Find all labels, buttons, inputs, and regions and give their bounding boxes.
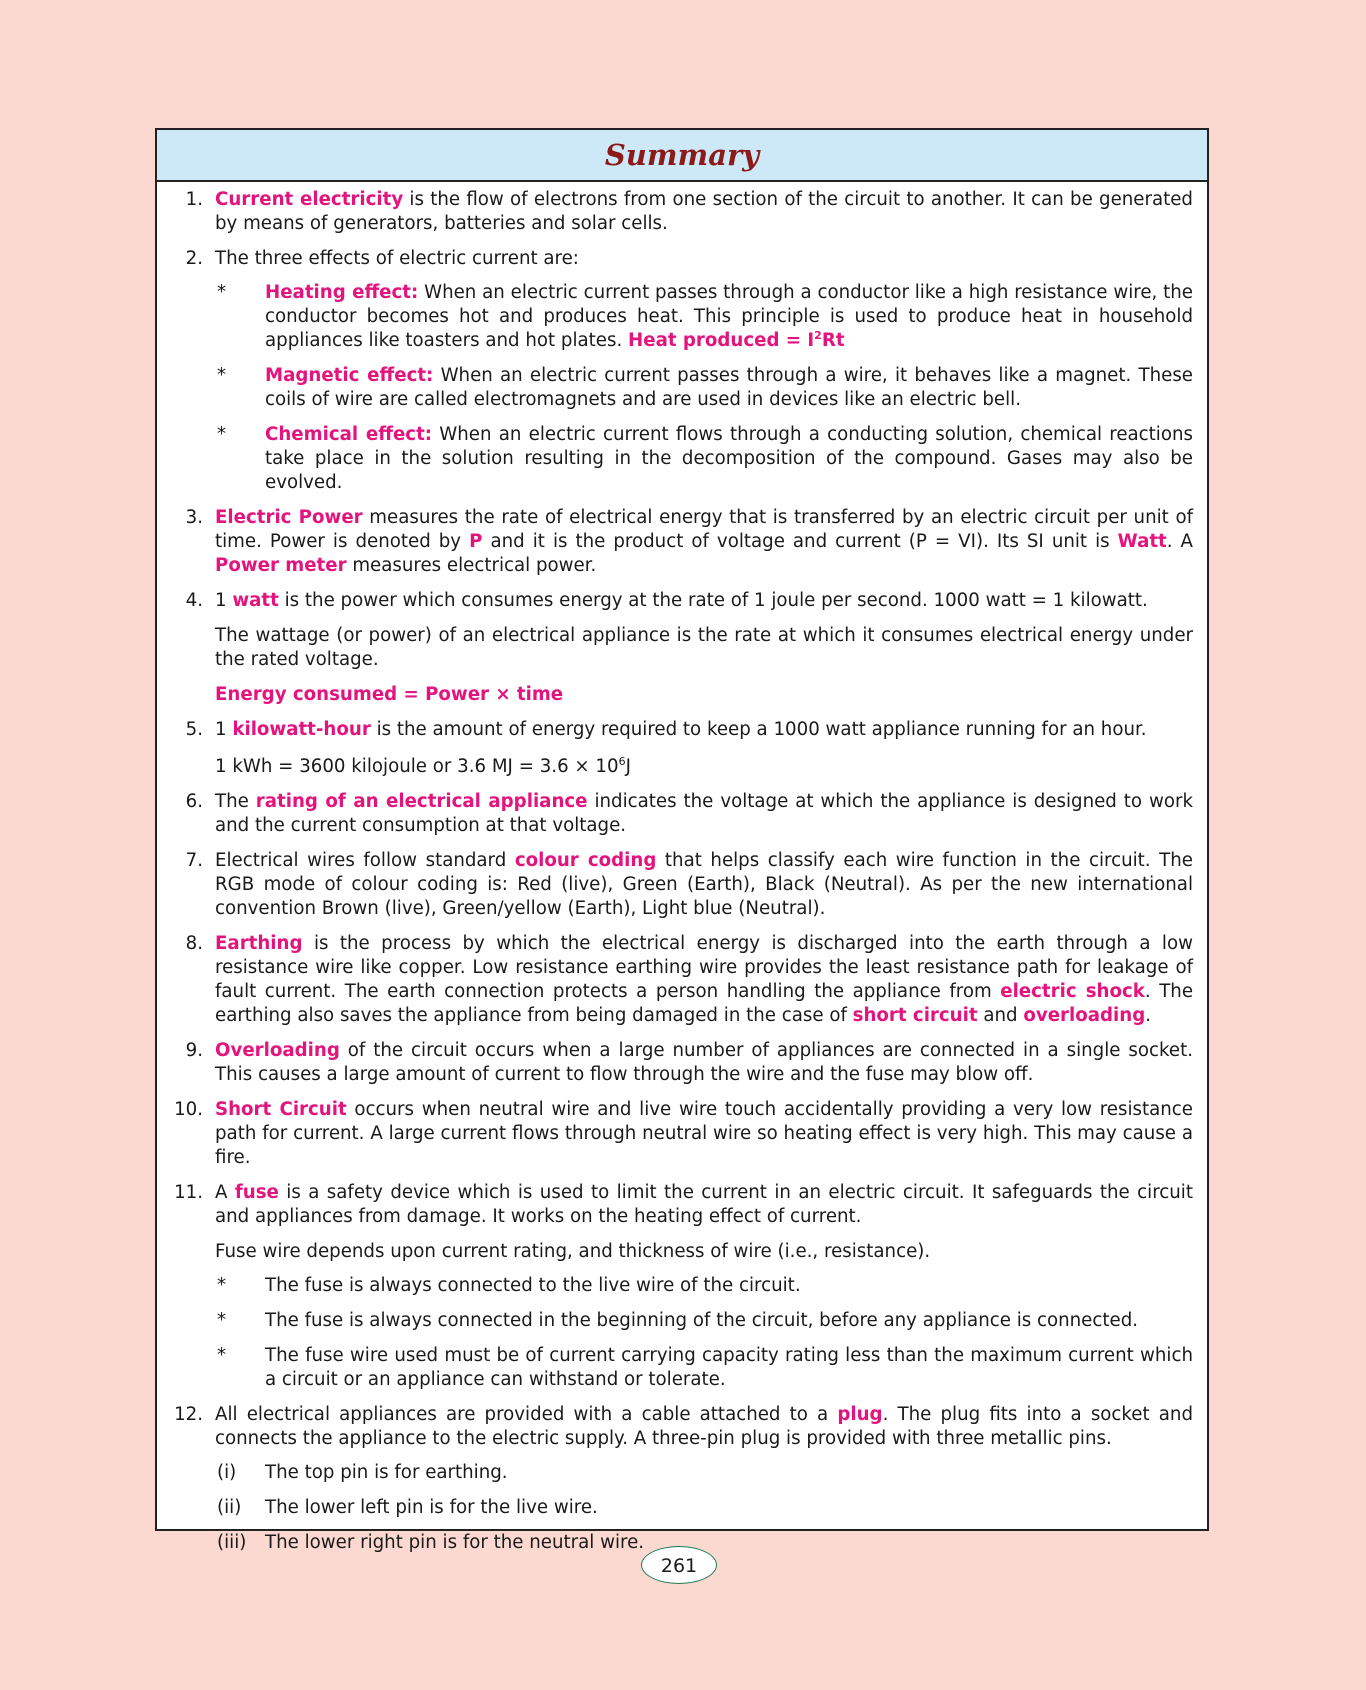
item-number: 10. — [174, 1099, 203, 1120]
summary-item — [165, 718, 1193, 779]
summary-header — [157, 130, 1207, 182]
bullet-mark: * — [217, 282, 227, 303]
summary-item — [165, 932, 1193, 1028]
summary-item — [165, 1098, 1193, 1170]
summary-content — [157, 182, 1207, 1555]
summary-item — [165, 790, 1193, 838]
item-text — [215, 247, 1193, 495]
roman-mark: (i) — [217, 1462, 237, 1483]
highlight-term: Magnetic effect: — [265, 365, 434, 386]
formula: 1 kWh = 3600 kilojoule or 3.6 MJ = $3.6 \times 10^6J$ — [215, 754, 631, 777]
bullet-mark: * — [217, 1345, 227, 1366]
sub-bullet: * The fuse is always connected in the beginning of the circuit, before any appliance is connected. — [217, 1310, 1139, 1331]
item-paragraph: The wattage (or power) of an electrical appliance is the rate at which it consumes electrical energy under the rated voltage. — [215, 625, 1193, 670]
summary-title: Summary — [604, 138, 760, 172]
sub-bullet: * Magnetic effect: When an electric current passes through a wire, it behaves like a magnet. These coils of wire are called electromagnets and are used in devices like an electric bell. — [217, 365, 1193, 410]
item-text: 1 watt is the power which consumes energy at the rate of 1 joule per second. 1000 watt = 1 kilowatt. The wattage (or power) of an electrical appliance is the rate at which it consumes electrical energy under the rated voltage. Energy consumed = Power × time — [215, 590, 1193, 705]
item-number: 6. — [185, 791, 203, 812]
sub-list-item: (iii) The lower right pin is for the neutral wire. — [217, 1532, 645, 1553]
formula: Energy consumed = Power × time — [215, 684, 564, 705]
item-paragraph: Fuse wire depends upon current rating, and thickness of wire (i.e., resistance). — [215, 1241, 931, 1262]
item-number: 8. — [185, 933, 203, 954]
bullet-mark: * — [217, 1310, 227, 1331]
item-number: 9. — [185, 1040, 203, 1061]
bullet-mark: * — [217, 365, 227, 386]
summary-item — [165, 849, 1193, 921]
sub-list-item: (ii) The lower left pin is for the live wire. — [217, 1497, 598, 1518]
item-number: 7. — [185, 850, 203, 871]
sub-bullet: * Chemical effect: When an electric current flows through a conducting solution, chemical reactions take place in the solution resulting in the decomposition of the compound. Gases may also be evolved. — [217, 424, 1193, 493]
summary-item — [165, 589, 1193, 707]
summary-item — [165, 506, 1193, 578]
item-text: 1 kilowatt-hour is the amount of energy required to keep a 1000 watt appliance running for an hour. 1 kWh = 3600 kilojoule or 3.6 MJ = $3.6 \times 10^6J$ — [215, 718, 1193, 779]
item-number: 5. — [185, 719, 203, 740]
item-text: The rating of an electrical appliance indicates the voltage at which the appliance is designed to work and the current consumption at that voltage. — [215, 791, 1193, 836]
bullet-mark: * — [217, 424, 227, 445]
summary-box — [155, 128, 1209, 1553]
item-text: Earthing is the process by which the electrical energy is discharged into the earth through a low resistance wire like copper. Low resistance earthing wire provides the least resistance path for leakage of fault current. The earth connection protects a person handling the appliance from electric shock. The earthing also saves the appliance from being damaged in the case of short circuit and overloading. — [215, 933, 1194, 1026]
item-number: 12. — [174, 1404, 203, 1425]
sub-bullet: * The fuse is always connected to the live wire of the circuit. — [217, 1275, 801, 1296]
highlight-term: Heating effect: — [265, 282, 419, 303]
item-intro: The three effects of electric current are: — [215, 248, 579, 269]
summary-item — [165, 1039, 1193, 1087]
item-number: 4. — [185, 590, 203, 611]
summary-item — [165, 247, 1193, 495]
item-text: A fuse is a safety device which is used to limit the current in an electric circuit. It safeguards the circuit and appliances from damage. It works on the heating effect of current. Fuse wire depends upon current rating, and thickness of wire (i.e., resistance). * The fuse is always connected to the live wire of the circuit. * The fuse is always connected in the beginning of the circuit, before any appliance is connected. * The fuse wire used must be of current carrying capacity rating less than the maximum current which a circuit or an appliance can withstand or tolerate. — [215, 1182, 1193, 1390]
item-text: Short Circuit occurs when neutral wire and live wire touch accidentally providing a very low resistance path for current. A large current flows through neutral wire so heating effect is very high. This may cause a fire. — [215, 1099, 1193, 1168]
item-text: All electrical appliances are provided with a cable attached to a plug. The plug fits into a socket and connects the appliance to the electric supply. A three-pin plug is provided with three metallic pins. (i) The top pin is for earthing. (ii) The lower left pin is for the live wire. (iii) The lower right pin is for the neutral wire. — [215, 1404, 1193, 1553]
roman-mark: (ii) — [217, 1497, 242, 1518]
bullet-mark: * — [217, 1275, 227, 1296]
item-text: Overloading of the circuit occurs when a large number of appliances are connected in a single socket. This causes a large amount of current to flow through the wire and the fuse may blow off. — [215, 1040, 1193, 1085]
highlight-term: Current electricity — [215, 189, 404, 210]
sub-bullet: * The fuse wire used must be of current carrying capacity rating less than the maximum current which a circuit or an appliance can withstand or tolerate. — [217, 1345, 1193, 1390]
summary-item — [165, 188, 1193, 236]
item-number: 11. — [174, 1182, 203, 1203]
formula: Heat produced = I — [628, 330, 815, 351]
item-number: 1. — [185, 189, 203, 210]
item-number: 2. — [185, 248, 203, 269]
item-text: Current electricity is the flow of electrons from one section of the circuit to another. It can be generated by means of generators, batteries and solar cells. — [215, 189, 1193, 234]
sub-list-item: (i) The top pin is for earthing. — [217, 1462, 508, 1483]
item-text: Electrical wires follow standard colour coding that helps classify each wire function in the circuit. The RGB mode of colour coding is: Red (live), Green (Earth), Black (Neutral). As per the new international convention Brown (live), Green/yellow (Earth), Light blue (Neutral). — [215, 850, 1193, 919]
item-text: Electric Power measures the rate of electrical energy that is transferred by an electric circuit per unit of time. Power is denoted by P and it is the product of voltage and current (P = VI). Its SI unit is Watt. A Power meter measures electrical power. — [215, 507, 1193, 576]
page-number: 261 — [641, 1546, 717, 1584]
highlight-term: Chemical effect: — [265, 424, 433, 445]
roman-mark: (iii) — [217, 1532, 247, 1553]
summary-item — [165, 1181, 1193, 1392]
sub-bullet: * Heating effect: When an electric current passes through a conductor like a high resistance wire, the conductor becomes hot and produces heat. This principle is used to produce heat in household appliances like toasters and hot plates. Heat produced = $I^2Rt$ — [217, 282, 1193, 351]
summary-item — [165, 1403, 1193, 1555]
item-number: 3. — [185, 507, 203, 528]
